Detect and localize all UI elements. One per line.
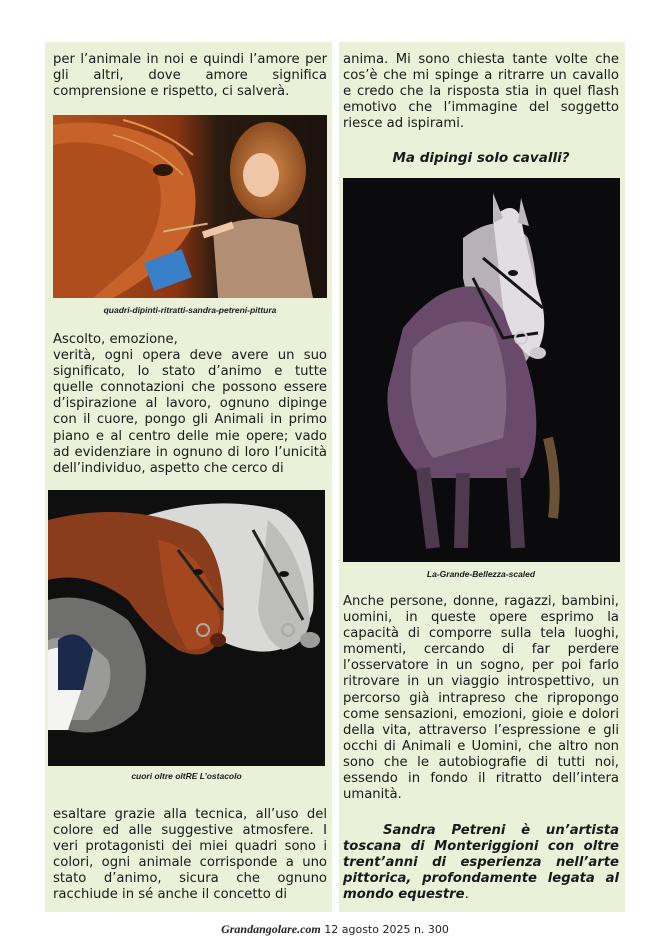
page-footer bbox=[0, 922, 670, 937]
artist-bio-text: Sandra Petreni è un’artista toscana di Monteriggioni con oltre trent’anni di esperienza nell’arte pittorica, profondamente legata al mondo equestre bbox=[343, 823, 619, 903]
grey-horse-painting bbox=[343, 178, 620, 562]
photo3-caption: La-Grande-Bellezza-scaled bbox=[426, 569, 536, 579]
horses-jumping-painting bbox=[48, 490, 325, 766]
photo2-caption: cuori oltre oltRE L’ostacolo bbox=[131, 771, 242, 781]
left-middle-paragraph bbox=[53, 332, 327, 477]
photo1-caption: quadri-dipinti-ritratti-sandra-petreni-pittura bbox=[103, 305, 277, 315]
paragraph-first-line: Ascolto, emozione, bbox=[53, 332, 178, 347]
footer-issue: 12 agosto 2025 n. 300 bbox=[320, 923, 449, 936]
left-intro-paragraph: per l’animale in noi e quindi l’amore per gli altri, dove amore significa comprensione e rispetto, ci salverà. bbox=[53, 52, 327, 100]
footer-site-name: Grandangolare.com bbox=[221, 922, 321, 936]
artist-bio-paragraph bbox=[343, 823, 619, 903]
right-body-paragraph: Anche persone, donne, ragazzi, bambini, uomini, in queste opere esprimo la capacità di comporre sulla tela luoghi, momenti, cercando di far perdere l’osservatore in un sogno, per poi farlo ritrovare in un viaggio introspettivo, un percorso già intrapreso che ripropongo come sensazioni, emozioni, gioie e dolori della vita, attraverso l’espressione e gli occhi di Animali e Uomini, che altro non sono che le autobiografie di tutti noi, essendo in fondo il ritratto dell’intera umanità. bbox=[343, 594, 619, 803]
paragraph-body: verità, ogni opera deve avere un suo significato, lo stato d’animo e tutte quelle connotazioni che possono essere d’ispirazione al lavoro, ognuno dipinge con il cuore, pongo gli Animali in primo piano e al centro delle mie opere; vado ad evidenziare in ognuno di loro l’unicità dell’individuo, aspetto che cerco di bbox=[53, 348, 327, 476]
section-subheading: Ma dipingi solo cavalli? bbox=[392, 150, 570, 166]
painting-artist-photo bbox=[53, 115, 327, 298]
left-closing-paragraph: esaltare grazie alla tecnica, all’uso del colore ed alle suggestive atmosfere. I veri protagonisti dei miei quadri sono i colori, ogni animale corrisponde a uno stato d’animo, sicura che ognuno racchiude in sé anche il concetto di bbox=[53, 807, 327, 903]
right-intro-paragraph: anima. Mi sono chiesta tante volte che cos’è che mi spinge a ritrarre un cavallo e credo che la risposta stia in quel flash emotivo che l’immagine del soggetto riesce ad ispirami. bbox=[343, 52, 619, 132]
artist-bio-period: . bbox=[464, 887, 469, 903]
